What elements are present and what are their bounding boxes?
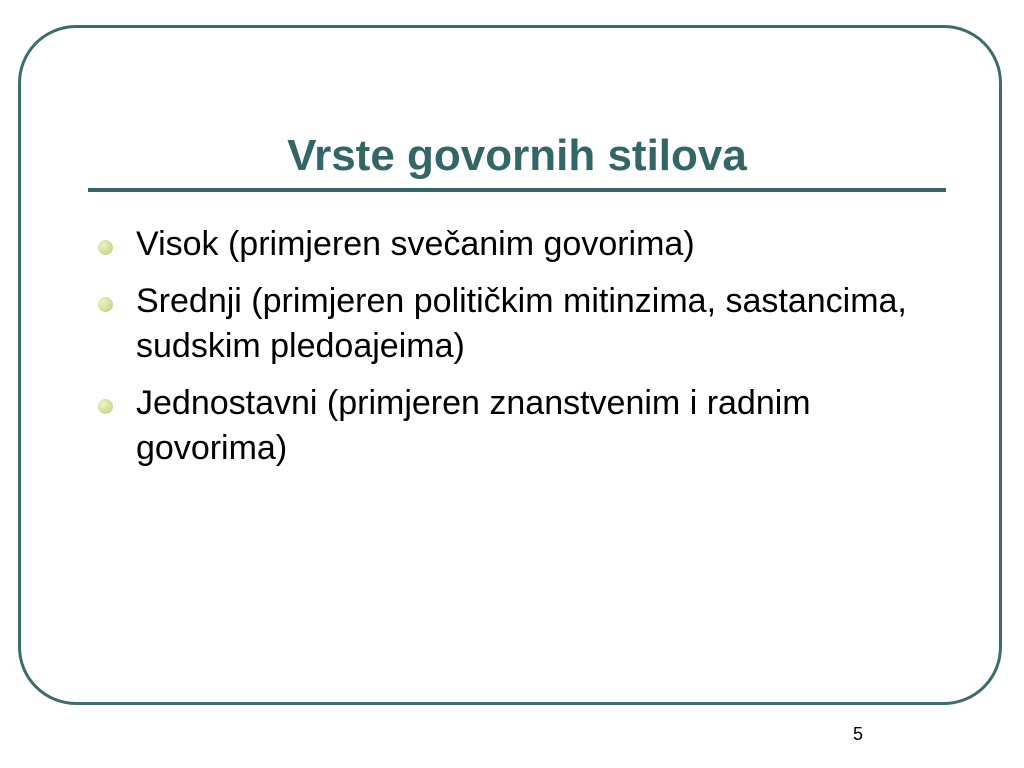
bullet-item [98, 381, 928, 471]
bullet-item [98, 279, 928, 369]
bullet-icon [98, 399, 113, 414]
page-number: 5 [852, 724, 863, 744]
bullet-icon [98, 240, 113, 255]
title-underline [88, 188, 946, 192]
slide-title: Vrste govornih stilova [287, 131, 747, 180]
bullet-icon [98, 297, 113, 312]
bullet-text: Jednostavni (primjeren znanstvenim i radnim govorima) [136, 384, 811, 467]
bullet-list [98, 222, 928, 483]
bullet-text: Srednji (primjeren političkim mitinzima, sastancima, sudskim pledoajeima) [136, 282, 907, 365]
bullet-text: Visok (primjeren svečanim govorima) [136, 225, 695, 263]
bullet-item [98, 222, 928, 267]
